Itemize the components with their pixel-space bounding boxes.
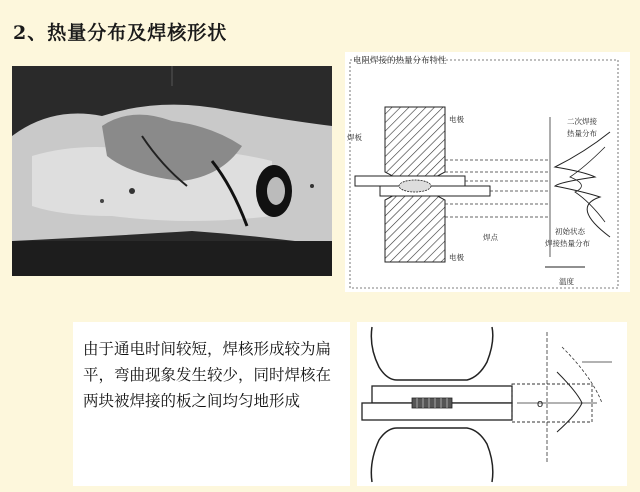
description-box [73,322,350,486]
page-title: 2、热量分布及焊核形状 [13,22,228,44]
description-text: 由于通电时间较短，焊核形成较为扁平，弯曲现象发生较少，同时焊核在两块被焊接的板之间均匀地形成 [83,340,332,410]
label-electrode-bottom: 电极 [449,253,464,262]
label-weld-plate: 焊板 [347,133,362,142]
label-secondary-heat: 二次焊接 [567,117,597,126]
label-weld-heat-dist: 焊接热量分布 [545,239,590,248]
heat-distribution-diagram [345,52,630,292]
weld-photo [12,66,332,276]
diagram-title: 电阻焊接的热量分布特性 [353,56,447,66]
svg-text:o: o [537,398,544,410]
label-weld-point: 焊点 [483,233,498,242]
label-heat-distribution: 热量分布 [567,129,597,138]
label-temperature: 温度 [559,277,574,286]
label-electrode-top: 电极 [449,115,464,124]
label-initial-state: 初始状态 [555,227,585,236]
weld-nugget-diagram [357,322,627,486]
